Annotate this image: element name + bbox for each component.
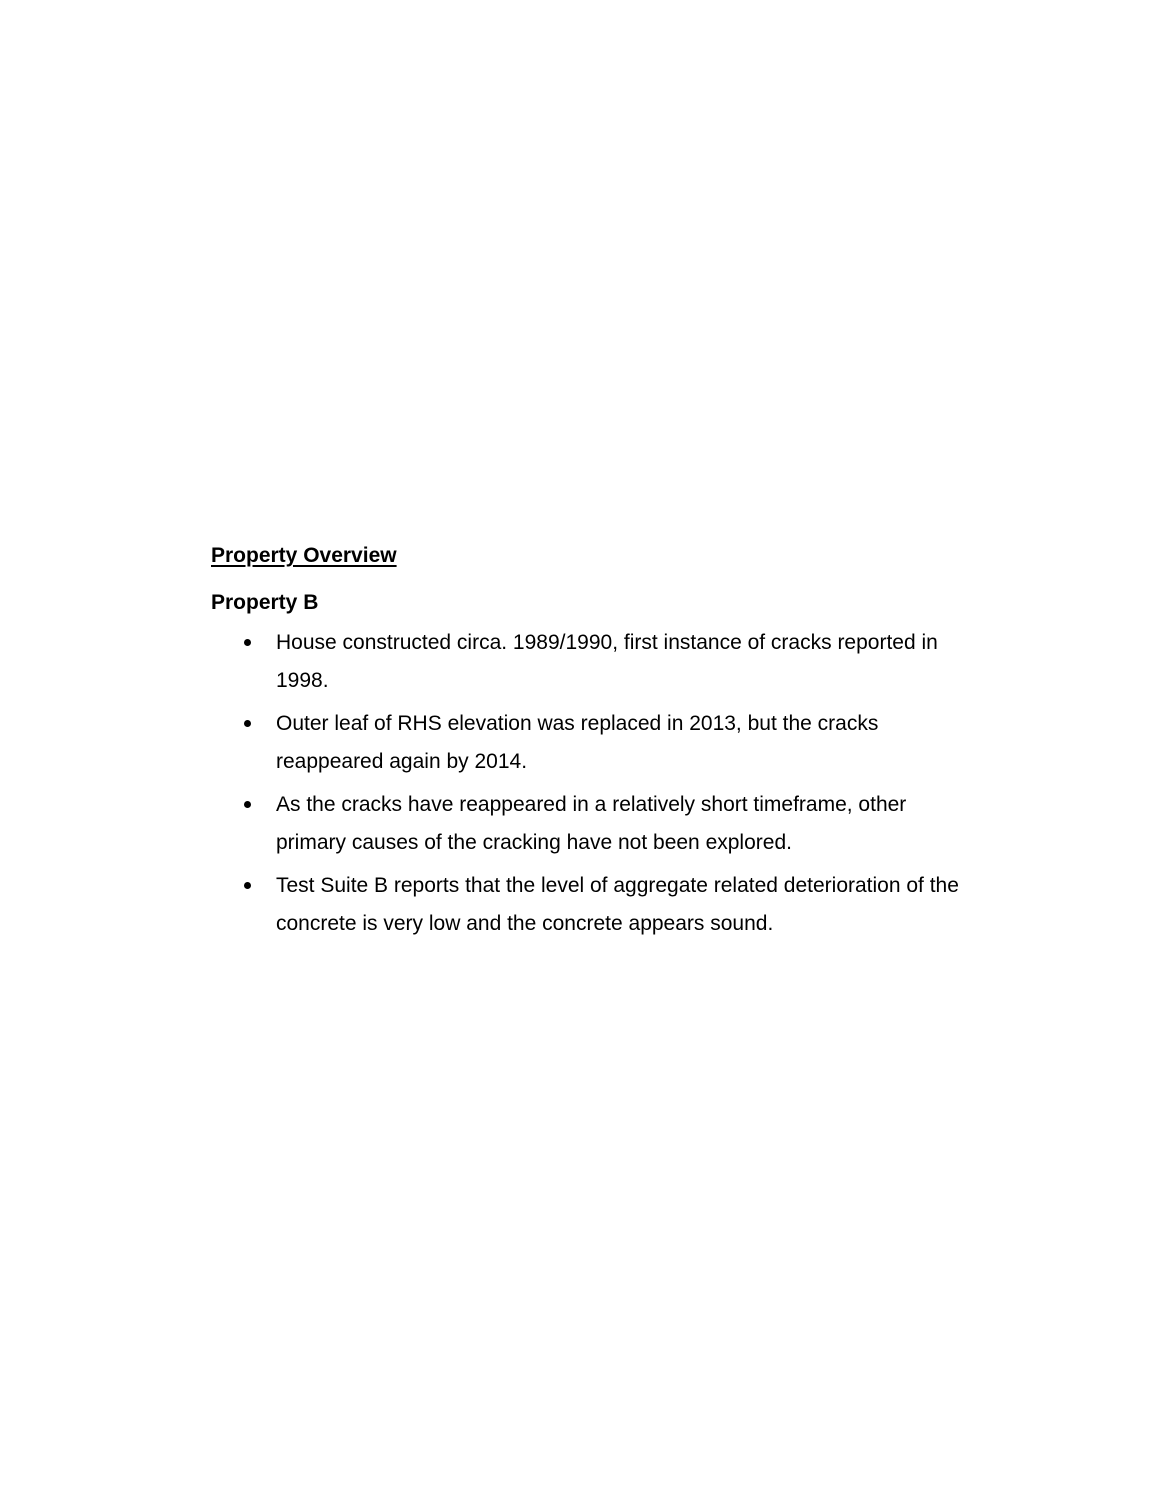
bullet-list	[211, 624, 971, 942]
list-item	[211, 867, 971, 942]
list-item	[211, 786, 971, 861]
list-item-text: House constructed circa. 1989/1990, first instance of cracks reported in 1998.	[276, 631, 938, 692]
list-item-text: As the cracks have reappeared in a relatively short timeframe, other primary causes of the cracking have not been explored.	[276, 793, 907, 854]
property-subheading: Property B	[211, 591, 319, 614]
bullet-icon	[244, 720, 251, 727]
bullet-icon	[244, 639, 251, 646]
bullet-icon	[244, 801, 251, 808]
section-heading: Property Overview	[211, 544, 397, 567]
bullet-icon	[244, 882, 251, 889]
document-content	[211, 541, 971, 948]
list-item	[211, 705, 971, 780]
list-item-text: Test Suite B reports that the level of aggregate related deterioration of the concrete is very low and the concrete appears sound.	[276, 874, 959, 935]
list-item	[211, 624, 971, 699]
list-item-text: Outer leaf of RHS elevation was replaced in 2013, but the cracks reappeared again by 2014.	[276, 712, 879, 773]
